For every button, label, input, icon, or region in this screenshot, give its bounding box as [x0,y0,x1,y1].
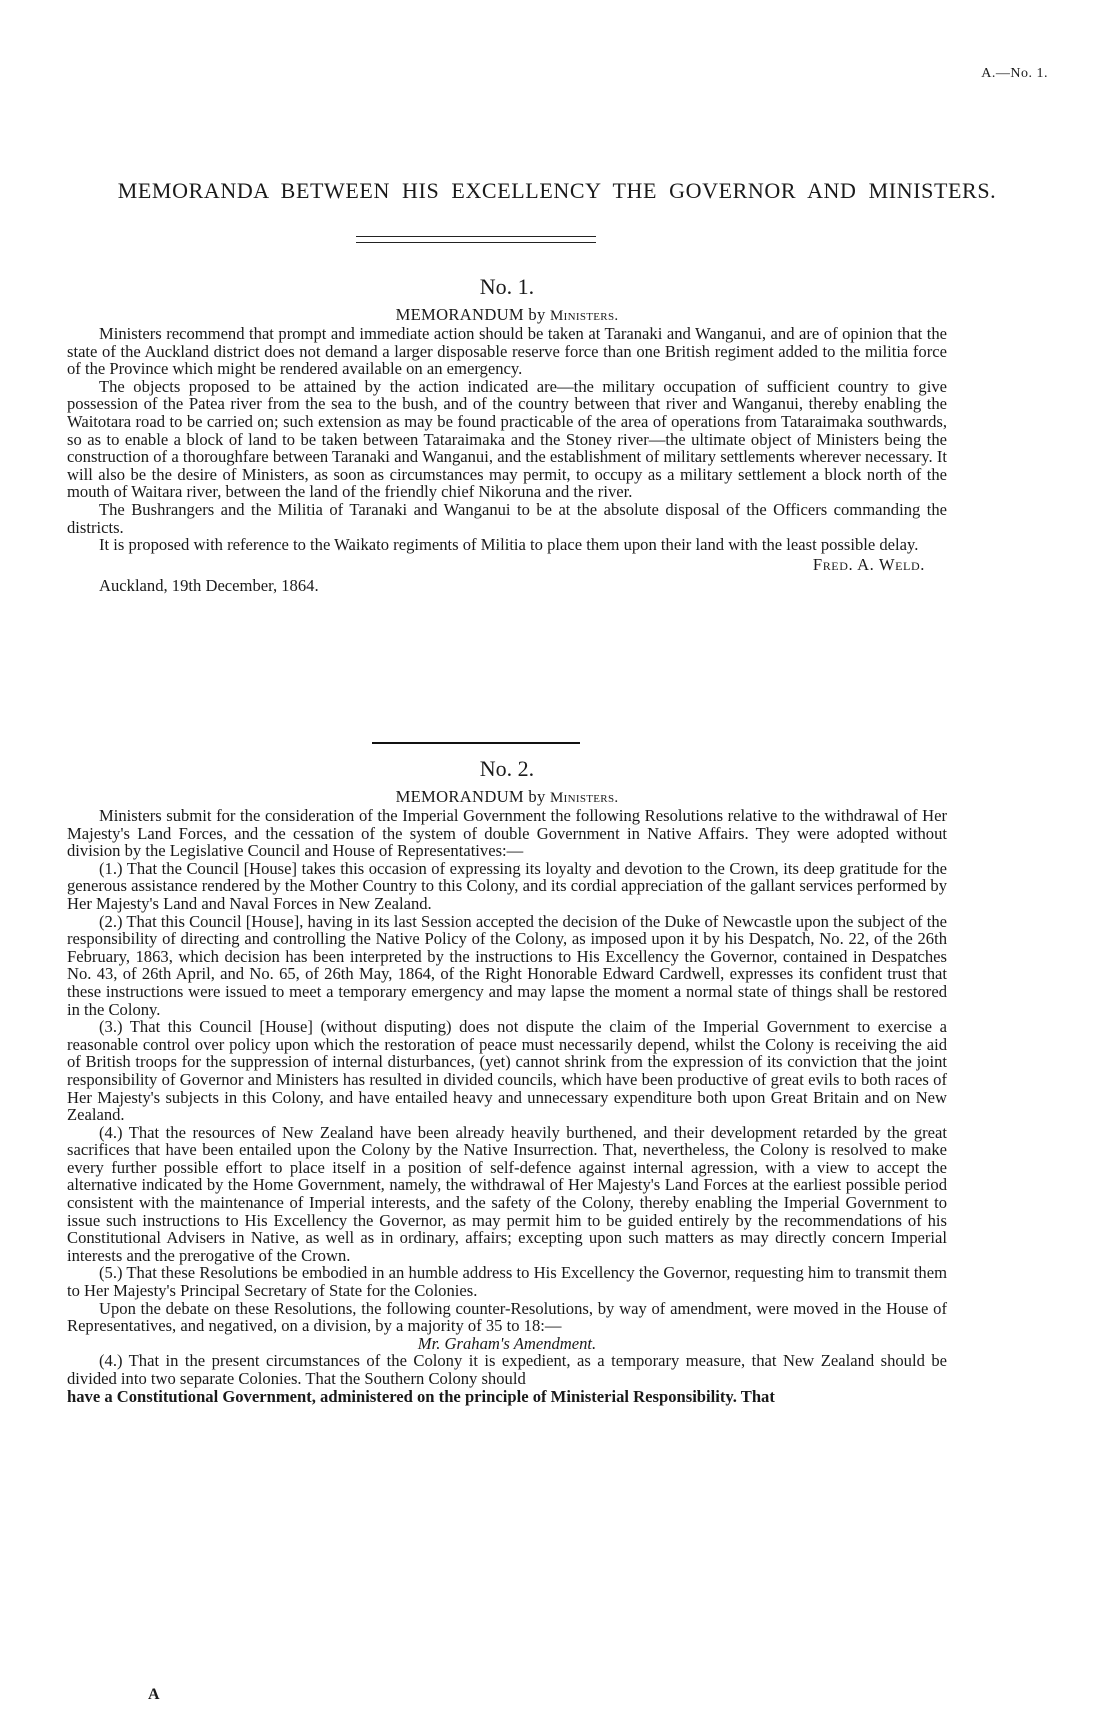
section-divider [372,742,580,744]
memo-1-paragraph-1: Ministers recommend that prompt and immediate action should be taken at Taranaki and Wanganui, and are of opinion that the state of the Auckland district does not demand a larger disposable reserve force than one British regiment added to the militia force of the Province which might be rendered available on an emergency. [67,324,947,379]
memo-1-heading-text: MEMORANDUM by [395,305,546,324]
document-title: MEMORANDA BETWEEN HIS EXCELLENCY THE GOVERNOR AND MINISTERS. [117,178,997,203]
memo-1-paragraph-4: It is proposed with reference to the Waikato regiments of Militia to place them upon their land with the least possible delay. [99,535,919,555]
memo-1-signature: Fred. A. Weld. [812,554,925,574]
memo-2-number: No. 2. [479,756,535,781]
amendment-paragraph: (4.) That in the present circumstances of the Colony it is expedient, as a temporary measure, that New Zealand should be divided into two separate Colonies. That the Southern Colony should [67,1351,947,1388]
amendment-title: Mr. Graham's Amendment. [417,1333,597,1353]
signature-mark: A [148,1686,160,1703]
memo-2-paragraph-intro: Ministers submit for the consideration of the Imperial Government the following Resolutions relative to the withdrawal of Her Majesty's Land Forces, and the cessation of the system of double Government in Native Affairs. They were adopted without division by the Legislative Council and House of Representatives:— [67,806,947,861]
memo-1-paragraph-2: The objects proposed to be attained by the action indicated are—the military occupation of sufficient country to give possession of the Patea river from the sea to the bush, and of the country between that river and Wanganui, thereby enabling the Waitotara road to be carried on; such extension as may be found practicable of the area of operations from Tataraimaka southwards, so as to enable a block of land to be taken between Tataraimaka and the Stoney river—the ultimate object of Ministers being the construction of a thoroughfare between Taranaki and Wanganui, and the establishment of military settlements wherever necessary. It will also be the desire of Ministers, as soon as circumstances may permit, to occupy as a military settlement a block north of the mouth of Waitara river, between the land of the friendly chief Nikoruna and the river. [67,376,947,502]
memo-1-date: Auckland, 19th December, 1864. [99,576,319,596]
memo-2-resolution-4: (4.) That the resources of New Zealand have been already heavily burthened, and their development retarded by the great sacrifices that have been entailed upon the Colony by the Native Insurrection. That, nevertheless, the Colony is resolved to make every further possible effort to place itself in a position of self-defence against internal agression, with a view to accept the alternative indicated by the Home Government, namely, the withdrawal of Her Majesty's Land Forces at the earliest possible period consistent with the maintenance of Imperial interests, and the safety of the Colony, thereby enabling the Imperial Government to issue such instructions to His Excellency the Governor, as may permit him to be guided entirely by the recommendations of his Constitutional Advisers in Native, as well as in ordinary, affairs; excepting upon such matters as may directly concern Imperial interests and the prerogative of the Crown. [67,1122,947,1265]
memo-2-heading [67,788,947,807]
memo-2-resolution-5: (5.) That these Resolutions be embodied in an humble address to His Excellency the Governor, requesting him to transmit them to Her Majesty's Principal Secretary of State for the Colonies. [67,1263,947,1301]
memo-2-heading-text: MEMORANDUM by [395,787,546,806]
memo-1-section [67,274,947,595]
page-reference: A.—No. 1. [981,66,1048,81]
memo-2-resolution-2: (2.) That this Council [House], having in its last Session accepted the decision of the Duke of Newcastle upon the subject of the responsibility of directing and controlling the Native Policy of the Colony, as imposed upon it by his Despatch, No. 22, of the 26th February, 1863, which decision has been interpreted by the instructions to His Excellency the Governor, contained in Despatches No. 43, of 26th April, and No. 65, of 26th May, 1864, of the Right Honorable Edward Cardwell, expresses its confident trust that these instructions were issued to meet a temporary emergency and may lapse the moment a normal state of things shall be restored in the Colony. [67,911,947,1019]
memo-1-heading [67,306,947,325]
amendment-last-line: have a Constitutional Government, administered on the principle of Ministerial Responsibility. That [67,1386,775,1406]
memo-1-paragraph-3: The Bushrangers and the Militia of Taranaki and Wanganui to be at the absolute disposal of the Officers commanding the districts. [67,499,947,537]
memo-2-section [67,756,947,1405]
memo-2-debate-paragraph: Upon the debate on these Resolutions, the following counter-Resolutions, by way of amendment, were moved in the House of Representatives, and negatived, on a division, by a majority of 35 to 18:— [67,1298,947,1336]
memo-2-resolution-1: (1.) That the Council [House] takes this occasion of expressing its loyalty and devotion to the Crown, its deep gratitude for the generous assistance rendered by the Mother Country to this Colony, and its cordial appreciation of the gallant services performed by Her Majesty's Land and Naval Forces in New Zealand. [67,858,947,913]
memo-2-heading-author: Ministers. [550,790,619,806]
title-rule-top [356,236,596,237]
memo-2-resolution-3: (3.) That this Council [House] (without disputing) does not dispute the claim of the Imperial Government to exercise a reasonable control over policy upon which the restoration of peace must necessarily depend, whilst the Colony is receiving the aid of British troops for the suppression of internal disturbances, (yet) cannot shrink from the expression of its conviction that the joint responsibility of Governor and Ministers has resulted in divided councils, which have been productive of great evils to both races of Her Majesty's subjects in this Colony, and have entailed heavy and unnecessary expenditure both upon Great Britain and on New Zealand. [67,1017,947,1125]
title-rule-bottom [356,242,596,243]
memo-1-number: No. 1. [479,274,535,299]
memo-1-heading-author: Ministers. [550,308,619,324]
